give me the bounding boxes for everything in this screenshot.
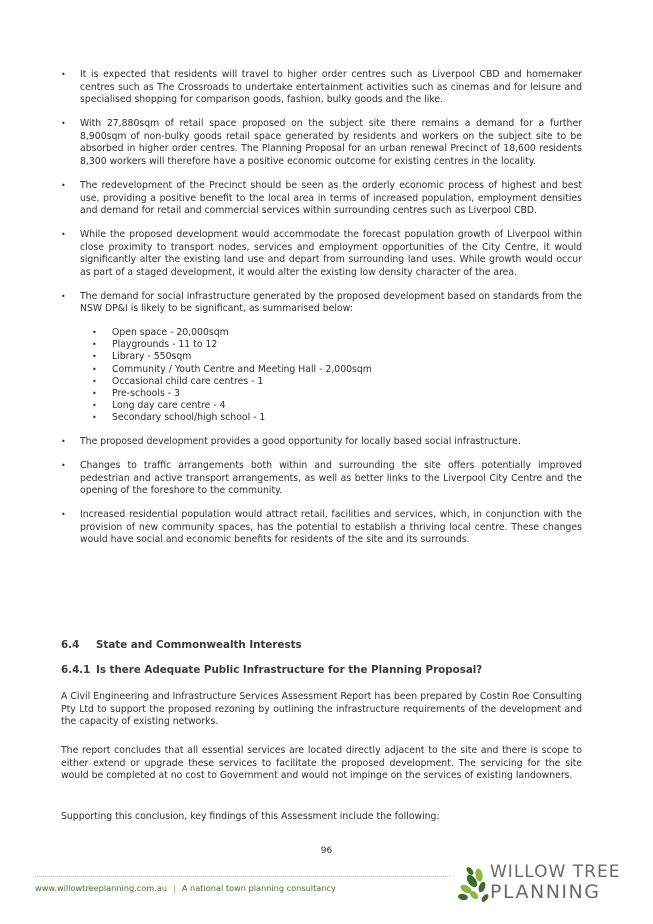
bullet-icon: • xyxy=(61,510,66,520)
bullet-icon: • xyxy=(92,352,97,362)
bullet-item: • Increased residential population would attract retail, facilities and services, which, in conjunction with the provision of new community spaces, has the potential to establish a thriving local centre. These changes would have social and economic benefits for residents of the site and its surrounds. xyxy=(61,509,582,546)
sub-bullet-item: • Occasional child care centres - 1 xyxy=(92,375,264,387)
bullet-icon: • xyxy=(92,364,97,374)
paragraph: Supporting this conclusion, key findings of this Assessment include the following: xyxy=(61,811,440,822)
bullet-icon: • xyxy=(61,180,66,190)
bullet-item: • Changes to traffic arrangements both within and surrounding the site offers potentially improved pedestrian and active transport arrangements, as well as better links to the Liverpool City Centre and the opening of the foreshore to the community. xyxy=(61,460,582,497)
sub-bullet-item: • Secondary school/high school - 1 xyxy=(92,412,266,424)
bullet-item: • While the proposed development would accommodate the forecast population growth of Liverpool within close proximity to transport nodes, services and employment opportunities of the City Centre, it would significantly alter the existing land use and depart from surrounding land uses. While growth would occur as part of a staged development, it would alter the existing low density character of the area. xyxy=(61,229,582,278)
footer-separator: | xyxy=(173,883,176,893)
section-heading xyxy=(61,639,302,651)
bullet-icon: • xyxy=(61,461,66,471)
sub-bullet-item: • Open space - 20,000sqm xyxy=(92,327,229,339)
bullet-list xyxy=(61,69,582,558)
bullet-icon: • xyxy=(61,119,66,129)
bullet-item: • The demand for social infrastructure generated by the proposed development based on standards from the NSW DP&I is likely to be significant, as summarised below: • Open space - 20,000sqm • Playgrounds - 11 to 12 • Library - 550sqm • Community / Youth Centre and Meeting Hall - 2,000sqm • Occasional child care centres - 1 • Pre-schools - 3 • Long day care centre - 4 • Secondary school/high school - 1 xyxy=(61,290,582,424)
bullet-icon: • xyxy=(92,401,97,411)
bullet-icon: • xyxy=(61,437,66,447)
sub-bullet-item: • Long day care centre - 4 xyxy=(92,400,226,412)
logo-text-line1: WILLOW TREE xyxy=(490,862,621,882)
bullet-icon: • xyxy=(92,340,97,350)
subsection-heading xyxy=(61,664,482,676)
footer-tagline: A national town planning consultancy xyxy=(181,883,336,893)
sub-bullet-item: • Pre-schools - 3 xyxy=(92,388,180,400)
paragraph: The report concludes that all essential services are located directly adjacent to the site and there is scope to either extend or upgrade these services to facilitate the proposed development. The servicing for the site would be completed at no cost to Government and would not impinge on the services of existing landowners. xyxy=(61,745,582,782)
bullet-icon: • xyxy=(92,389,97,399)
section-title: State and Commonwealth Interests xyxy=(96,639,302,651)
sub-bullet-item: • Community / Youth Centre and Meeting Hall - 2,000sqm xyxy=(92,363,372,375)
subsection-title: Is there Adequate Public Infrastructure for the Planning Proposal? xyxy=(96,664,483,676)
logo-text-line2: PLANNING xyxy=(490,881,601,903)
section-number: 6.4 xyxy=(61,639,80,651)
sub-bullet-list xyxy=(80,327,582,425)
bullet-item: • The redevelopment of the Precinct should be seen as the orderly economic process of highest and best use, providing a positive benefit to the local area in terms of increased population, employment densities and demand for retail and commercial services within surrounding centres such as Liverpool CBD. xyxy=(61,179,582,217)
page-number: 96 xyxy=(320,846,333,856)
paragraph: A Civil Engineering and Infrastructure Services Assessment Report has been prepared by Costin Roe Consulting Pty Ltd to support the proposed rezoning by outlining the infrastructure requirements of the development and the capacity of existing networks. xyxy=(61,691,582,728)
sub-bullet-item: • Playgrounds - 11 to 12 xyxy=(92,339,218,351)
footer-divider xyxy=(35,876,450,877)
bullet-item: • It is expected that residents will travel to higher order centres such as Liverpool CBD and homemaker centres such as The Crossroads to undertake entertainment activities such as cinemas and for leisure and specialised shopping for comparison goods, fashion, bulky goods and the like. xyxy=(61,69,582,106)
bullet-icon: • xyxy=(92,413,97,423)
bullet-item: • With 27,880sqm of retail space proposed on the subject site there remains a demand for a further 8,900sqm of non-bulky goods retail space generated by residents and workers on the subject site to be absorbed in higher order centres. The Planning Proposal for an urban renewal Precinct of 18,600 residents 8,300 workers will therefore have a positive economic outcome for existing centres in the locality. xyxy=(61,118,582,167)
footer-website-link[interactable]: www.willowtreeplanning.com.au xyxy=(35,883,168,893)
bullet-icon: • xyxy=(61,291,66,301)
bullet-icon: • xyxy=(61,230,66,240)
subsection-number: 6.4.1 xyxy=(61,664,91,676)
sub-bullet-item: • Library - 550sqm xyxy=(92,351,192,363)
footer xyxy=(35,883,336,893)
bullet-icon: • xyxy=(61,70,66,79)
bullet-icon: • xyxy=(92,328,97,338)
bullet-icon: • xyxy=(92,376,97,386)
bullet-item: • The proposed development provides a good opportunity for locally based social infrastructure. xyxy=(61,436,521,448)
